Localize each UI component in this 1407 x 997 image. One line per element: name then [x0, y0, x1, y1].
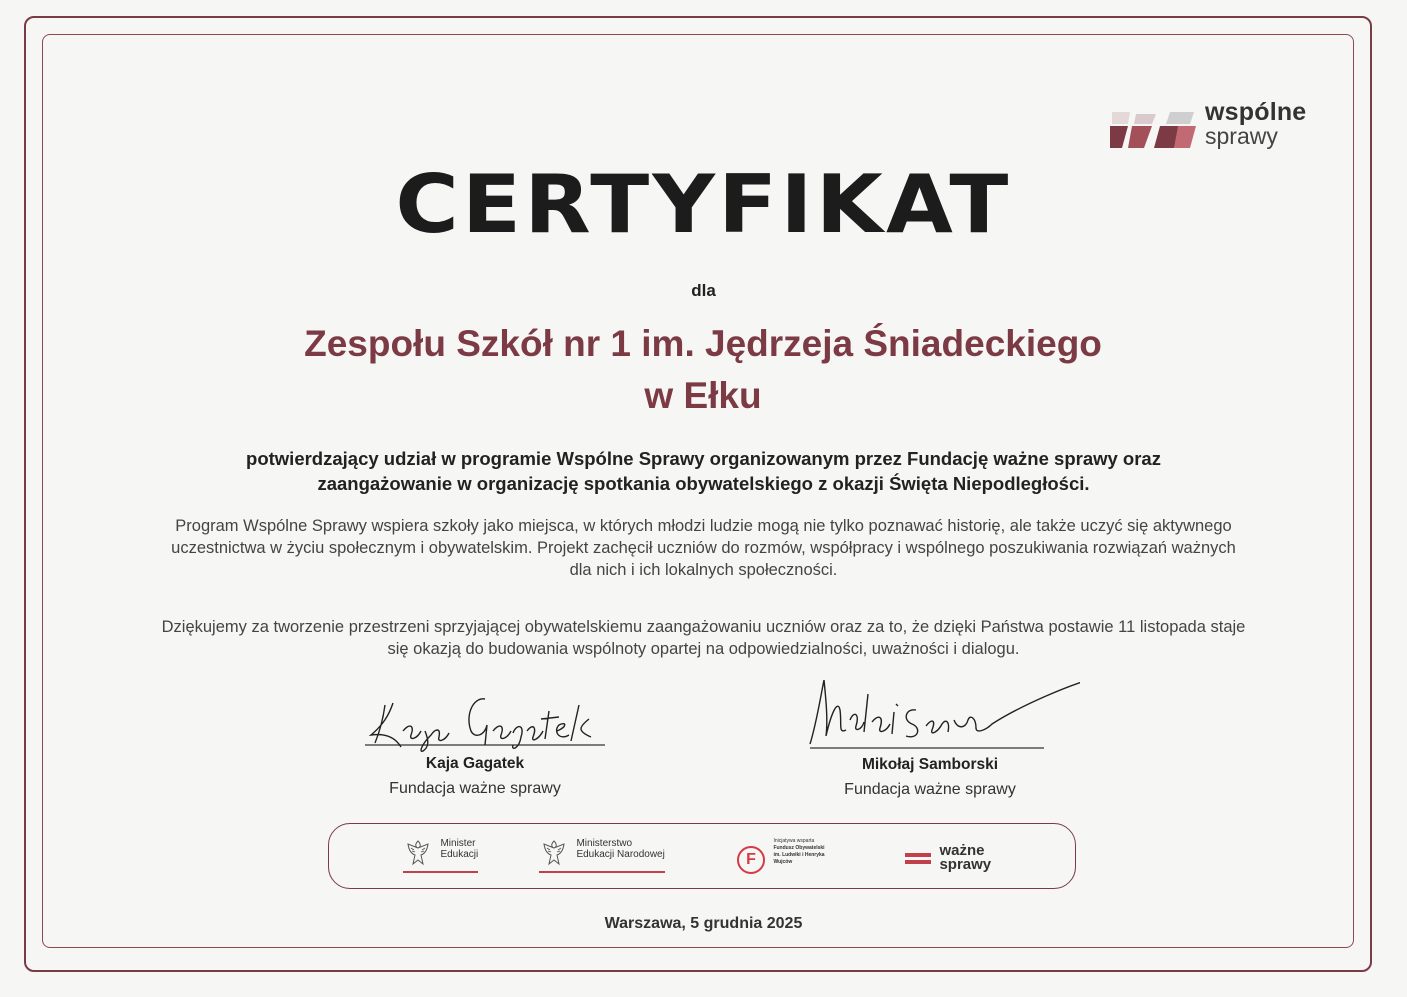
partner-minister-edukacji [403, 838, 478, 878]
partner-4-line1: ważne [939, 842, 985, 859]
wspolne-sprawy-logo [1110, 100, 1320, 156]
partner-3-line4: Wujców [773, 859, 793, 865]
partner-1-underline [403, 871, 478, 873]
signatory-name-right: Mikołaj Samborski [861, 756, 999, 773]
logo-text-line1: wspólne [1205, 98, 1307, 126]
fundusz-obywatelski-logo-icon: F [737, 846, 765, 874]
signature-block-right [780, 670, 1080, 799]
partner-ministerstwo-edukacji-narodowej [539, 838, 665, 878]
partner-3-line2: Fundusz Obywatelski [773, 845, 825, 851]
partner-2-line2: Edukacji Narodowej [576, 849, 665, 860]
wspolne-sprawy-logo-mark-icon [1110, 108, 1198, 150]
signatory-organization-left: Fundacja ważne sprawy [389, 780, 561, 797]
partner-wazne-sprawy [905, 844, 991, 884]
certificate-for-label: dla [691, 281, 716, 300]
partner-1-line2: Edukacji [440, 849, 479, 860]
partner-3-line3: im. Ludwiki i Henryka [773, 852, 825, 858]
partner-3-line1: Inicjatywa wsparta [773, 838, 815, 844]
signatory-organization-right: Fundacja ważne sprawy [844, 781, 1016, 798]
handwritten-signature-mikolaj-samborski [780, 670, 1080, 754]
polish-eagle-emblem-icon [539, 838, 569, 868]
logo-text-line2: sprawy [1205, 123, 1278, 149]
signatory-name-left: Kaja Gagatek [425, 755, 525, 772]
partner-2-underline [539, 871, 665, 873]
program-description: Program Wspólne Sprawy wspiera szkoły jako miejsca, w których młodzi ludzie mogą nie tylko poznawać historię, ale także uczyć się aktywnego uczestnictwa w życiu społecznym i obywatelskim. Projekt zachęcił uczniów do rozmów, współpracy i wspólnego poszukiwania rozwiązań ważnych dla nich i ich lokalnych społeczności. [171, 517, 1236, 579]
wazne-sprawy-logo-mark-icon [905, 852, 931, 866]
handwritten-signature-kaja-gagatek [345, 675, 605, 753]
polish-eagle-emblem-icon [403, 838, 433, 868]
partner-fundusz-obywatelski [737, 838, 843, 878]
partner-logos-bar [328, 823, 1076, 889]
place-and-date: Warszawa, 5 grudnia 2025 [604, 915, 803, 932]
partner-4-line2: sprawy [939, 856, 992, 873]
certificate-title: CERTYFIKAT [395, 158, 1012, 251]
partner-1-line1: Minister [440, 838, 476, 849]
thank-you-text: Dziękujemy za tworzenie przestrzeni sprzyjającej obywatelskiemu zaangażowaniu uczniów oraz za to, że dzięki Państwa postawie 11 listopada staje się okazją do budowania wspólnoty opartej na odpowiedzialności, uważności i dialogu. [161, 618, 1246, 658]
partner-2-line1: Ministerstwo [576, 838, 633, 849]
signature-block-left [330, 675, 620, 798]
confirmation-text: potwierdzający udział w programie Wspólne Sprawy organizowanym przez Fundację ważne sprawy oraz zaangażowanie w organizację spotkania obywatelskiego z okazji Święta Niepodległości. [246, 448, 1161, 494]
recipient-name: Zespołu Szkół nr 1 im. Jędrzeja Śniadeckiego w Ełku [304, 323, 1102, 416]
